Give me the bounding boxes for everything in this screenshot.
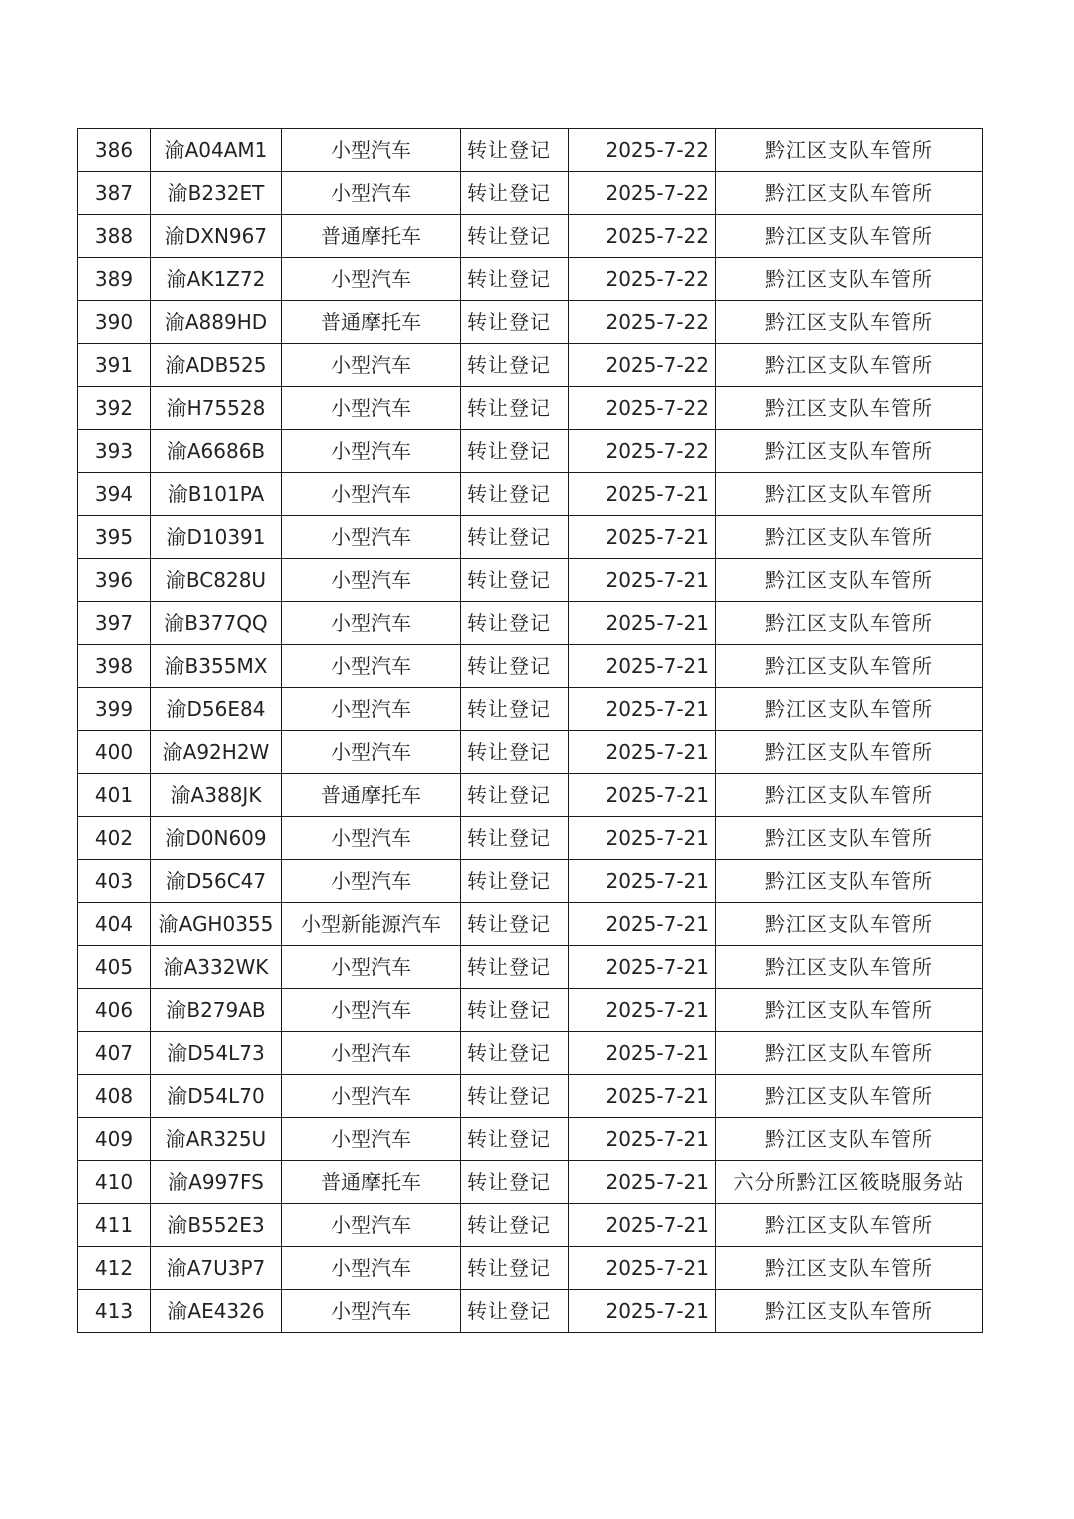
row-number-cell: 390 xyxy=(78,301,151,344)
vehicle-type-cell: 普通摩托车 xyxy=(282,215,461,258)
date-cell: 2025-7-22 xyxy=(569,172,716,215)
row-number-cell: 388 xyxy=(78,215,151,258)
row-number-cell: 386 xyxy=(78,129,151,172)
row-number-cell: 403 xyxy=(78,860,151,903)
vehicle-type-cell: 小型汽车 xyxy=(282,1118,461,1161)
table-row xyxy=(78,946,983,989)
row-number-cell: 405 xyxy=(78,946,151,989)
row-number-cell: 411 xyxy=(78,1204,151,1247)
row-number-cell: 396 xyxy=(78,559,151,602)
table-row xyxy=(78,1075,983,1118)
table-row xyxy=(78,172,983,215)
plate-number-cell: 渝A6686B xyxy=(151,430,282,473)
table-row xyxy=(78,817,983,860)
business-type-cell: 转让登记 xyxy=(461,989,569,1032)
vehicle-type-cell: 小型汽车 xyxy=(282,731,461,774)
business-type-cell: 转让登记 xyxy=(461,559,569,602)
date-cell: 2025-7-21 xyxy=(569,817,716,860)
vehicle-type-cell: 小型汽车 xyxy=(282,559,461,602)
business-type-cell: 转让登记 xyxy=(461,387,569,430)
office-cell: 黔江区支队车管所 xyxy=(716,516,983,559)
office-cell: 黔江区支队车管所 xyxy=(716,731,983,774)
business-type-cell: 转让登记 xyxy=(461,645,569,688)
vehicle-type-cell: 小型汽车 xyxy=(282,860,461,903)
business-type-cell: 转让登记 xyxy=(461,946,569,989)
plate-number-cell: 渝B279AB xyxy=(151,989,282,1032)
date-cell: 2025-7-22 xyxy=(569,387,716,430)
vehicle-type-cell: 小型汽车 xyxy=(282,473,461,516)
table-row xyxy=(78,301,983,344)
plate-number-cell: 渝A04AM1 xyxy=(151,129,282,172)
vehicle-type-cell: 小型汽车 xyxy=(282,129,461,172)
registration-table xyxy=(77,128,983,1333)
row-number-cell: 391 xyxy=(78,344,151,387)
row-number-cell: 394 xyxy=(78,473,151,516)
row-number-cell: 399 xyxy=(78,688,151,731)
business-type-cell: 转让登记 xyxy=(461,172,569,215)
table-row xyxy=(78,903,983,946)
plate-number-cell: 渝D56E84 xyxy=(151,688,282,731)
office-cell: 黔江区支队车管所 xyxy=(716,430,983,473)
business-type-cell: 转让登记 xyxy=(461,903,569,946)
table-row xyxy=(78,860,983,903)
business-type-cell: 转让登记 xyxy=(461,430,569,473)
vehicle-type-cell: 小型汽车 xyxy=(282,387,461,430)
row-number-cell: 389 xyxy=(78,258,151,301)
table-row xyxy=(78,516,983,559)
vehicle-type-cell: 小型汽车 xyxy=(282,1290,461,1333)
office-cell: 黔江区支队车管所 xyxy=(716,688,983,731)
plate-number-cell: 渝H75528 xyxy=(151,387,282,430)
table-row xyxy=(78,1290,983,1333)
row-number-cell: 392 xyxy=(78,387,151,430)
office-cell: 黔江区支队车管所 xyxy=(716,129,983,172)
table-row xyxy=(78,215,983,258)
office-cell: 黔江区支队车管所 xyxy=(716,473,983,516)
office-cell: 黔江区支队车管所 xyxy=(716,172,983,215)
table-row xyxy=(78,387,983,430)
plate-number-cell: 渝B377QQ xyxy=(151,602,282,645)
business-type-cell: 转让登记 xyxy=(461,1161,569,1204)
plate-number-cell: 渝B552E3 xyxy=(151,1204,282,1247)
business-type-cell: 转让登记 xyxy=(461,1290,569,1333)
date-cell: 2025-7-21 xyxy=(569,1118,716,1161)
office-cell: 黔江区支队车管所 xyxy=(716,301,983,344)
office-cell: 黔江区支队车管所 xyxy=(716,903,983,946)
vehicle-type-cell: 小型汽车 xyxy=(282,989,461,1032)
table-row xyxy=(78,602,983,645)
date-cell: 2025-7-22 xyxy=(569,215,716,258)
date-cell: 2025-7-21 xyxy=(569,1032,716,1075)
date-cell: 2025-7-22 xyxy=(569,301,716,344)
table-row xyxy=(78,1204,983,1247)
plate-number-cell: 渝AK1Z72 xyxy=(151,258,282,301)
date-cell: 2025-7-21 xyxy=(569,1247,716,1290)
office-cell: 黔江区支队车管所 xyxy=(716,989,983,1032)
date-cell: 2025-7-21 xyxy=(569,1161,716,1204)
office-cell: 黔江区支队车管所 xyxy=(716,1032,983,1075)
vehicle-type-cell: 小型汽车 xyxy=(282,946,461,989)
plate-number-cell: 渝AGH0355 xyxy=(151,903,282,946)
date-cell: 2025-7-22 xyxy=(569,430,716,473)
date-cell: 2025-7-21 xyxy=(569,774,716,817)
table-row xyxy=(78,731,983,774)
date-cell: 2025-7-22 xyxy=(569,258,716,301)
row-number-cell: 412 xyxy=(78,1247,151,1290)
plate-number-cell: 渝ADB525 xyxy=(151,344,282,387)
row-number-cell: 395 xyxy=(78,516,151,559)
office-cell: 六分所黔江区筱晓服务站 xyxy=(716,1161,983,1204)
plate-number-cell: 渝B355MX xyxy=(151,645,282,688)
table-body xyxy=(78,129,983,1333)
table-row xyxy=(78,1247,983,1290)
vehicle-type-cell: 小型汽车 xyxy=(282,817,461,860)
date-cell: 2025-7-21 xyxy=(569,1204,716,1247)
plate-number-cell: 渝AE4326 xyxy=(151,1290,282,1333)
business-type-cell: 转让登记 xyxy=(461,860,569,903)
row-number-cell: 409 xyxy=(78,1118,151,1161)
business-type-cell: 转让登记 xyxy=(461,688,569,731)
plate-number-cell: 渝AR325U xyxy=(151,1118,282,1161)
date-cell: 2025-7-21 xyxy=(569,1075,716,1118)
row-number-cell: 413 xyxy=(78,1290,151,1333)
row-number-cell: 387 xyxy=(78,172,151,215)
business-type-cell: 转让登记 xyxy=(461,516,569,559)
plate-number-cell: 渝A388JK xyxy=(151,774,282,817)
business-type-cell: 转让登记 xyxy=(461,1118,569,1161)
business-type-cell: 转让登记 xyxy=(461,1204,569,1247)
plate-number-cell: 渝DXN967 xyxy=(151,215,282,258)
office-cell: 黔江区支队车管所 xyxy=(716,946,983,989)
office-cell: 黔江区支队车管所 xyxy=(716,860,983,903)
row-number-cell: 406 xyxy=(78,989,151,1032)
row-number-cell: 398 xyxy=(78,645,151,688)
office-cell: 黔江区支队车管所 xyxy=(716,1247,983,1290)
plate-number-cell: 渝D0N609 xyxy=(151,817,282,860)
vehicle-type-cell: 小型汽车 xyxy=(282,602,461,645)
vehicle-type-cell: 小型汽车 xyxy=(282,1204,461,1247)
vehicle-type-cell: 普通摩托车 xyxy=(282,1161,461,1204)
row-number-cell: 400 xyxy=(78,731,151,774)
plate-number-cell: 渝A889HD xyxy=(151,301,282,344)
table-row xyxy=(78,1032,983,1075)
vehicle-type-cell: 小型汽车 xyxy=(282,1075,461,1118)
office-cell: 黔江区支队车管所 xyxy=(716,1118,983,1161)
row-number-cell: 404 xyxy=(78,903,151,946)
office-cell: 黔江区支队车管所 xyxy=(716,774,983,817)
business-type-cell: 转让登记 xyxy=(461,473,569,516)
office-cell: 黔江区支队车管所 xyxy=(716,258,983,301)
plate-number-cell: 渝B232ET xyxy=(151,172,282,215)
plate-number-cell: 渝D54L73 xyxy=(151,1032,282,1075)
business-type-cell: 转让登记 xyxy=(461,774,569,817)
business-type-cell: 转让登记 xyxy=(461,129,569,172)
date-cell: 2025-7-21 xyxy=(569,602,716,645)
vehicle-type-cell: 小型汽车 xyxy=(282,172,461,215)
plate-number-cell: 渝A997FS xyxy=(151,1161,282,1204)
date-cell: 2025-7-21 xyxy=(569,989,716,1032)
vehicle-type-cell: 普通摩托车 xyxy=(282,301,461,344)
business-type-cell: 转让登记 xyxy=(461,1075,569,1118)
business-type-cell: 转让登记 xyxy=(461,1032,569,1075)
row-number-cell: 410 xyxy=(78,1161,151,1204)
plate-number-cell: 渝B101PA xyxy=(151,473,282,516)
office-cell: 黔江区支队车管所 xyxy=(716,387,983,430)
row-number-cell: 402 xyxy=(78,817,151,860)
table-row xyxy=(78,129,983,172)
vehicle-type-cell: 小型汽车 xyxy=(282,1247,461,1290)
row-number-cell: 401 xyxy=(78,774,151,817)
table-row xyxy=(78,559,983,602)
office-cell: 黔江区支队车管所 xyxy=(716,645,983,688)
vehicle-type-cell: 小型汽车 xyxy=(282,516,461,559)
table-row xyxy=(78,1161,983,1204)
business-type-cell: 转让登记 xyxy=(461,301,569,344)
date-cell: 2025-7-21 xyxy=(569,645,716,688)
table-row xyxy=(78,473,983,516)
table-row xyxy=(78,989,983,1032)
table-row xyxy=(78,688,983,731)
date-cell: 2025-7-21 xyxy=(569,559,716,602)
plate-number-cell: 渝D10391 xyxy=(151,516,282,559)
vehicle-type-cell: 小型汽车 xyxy=(282,645,461,688)
plate-number-cell: 渝A7U3P7 xyxy=(151,1247,282,1290)
plate-number-cell: 渝D56C47 xyxy=(151,860,282,903)
vehicle-type-cell: 小型汽车 xyxy=(282,258,461,301)
row-number-cell: 407 xyxy=(78,1032,151,1075)
business-type-cell: 转让登记 xyxy=(461,215,569,258)
table-row xyxy=(78,774,983,817)
table-row xyxy=(78,645,983,688)
vehicle-type-cell: 小型汽车 xyxy=(282,430,461,473)
office-cell: 黔江区支队车管所 xyxy=(716,1204,983,1247)
office-cell: 黔江区支队车管所 xyxy=(716,1075,983,1118)
office-cell: 黔江区支队车管所 xyxy=(716,1290,983,1333)
business-type-cell: 转让登记 xyxy=(461,731,569,774)
plate-number-cell: 渝BC828U xyxy=(151,559,282,602)
row-number-cell: 393 xyxy=(78,430,151,473)
date-cell: 2025-7-21 xyxy=(569,516,716,559)
date-cell: 2025-7-21 xyxy=(569,473,716,516)
date-cell: 2025-7-21 xyxy=(569,731,716,774)
office-cell: 黔江区支队车管所 xyxy=(716,559,983,602)
office-cell: 黔江区支队车管所 xyxy=(716,602,983,645)
plate-number-cell: 渝A92H2W xyxy=(151,731,282,774)
office-cell: 黔江区支队车管所 xyxy=(716,344,983,387)
date-cell: 2025-7-22 xyxy=(569,129,716,172)
date-cell: 2025-7-22 xyxy=(569,344,716,387)
vehicle-type-cell: 小型汽车 xyxy=(282,688,461,731)
business-type-cell: 转让登记 xyxy=(461,817,569,860)
plate-number-cell: 渝D54L70 xyxy=(151,1075,282,1118)
date-cell: 2025-7-21 xyxy=(569,688,716,731)
business-type-cell: 转让登记 xyxy=(461,258,569,301)
business-type-cell: 转让登记 xyxy=(461,602,569,645)
date-cell: 2025-7-21 xyxy=(569,860,716,903)
vehicle-type-cell: 小型汽车 xyxy=(282,344,461,387)
office-cell: 黔江区支队车管所 xyxy=(716,817,983,860)
table-row xyxy=(78,1118,983,1161)
plate-number-cell: 渝A332WK xyxy=(151,946,282,989)
vehicle-type-cell: 普通摩托车 xyxy=(282,774,461,817)
office-cell: 黔江区支队车管所 xyxy=(716,215,983,258)
vehicle-type-cell: 小型汽车 xyxy=(282,1032,461,1075)
business-type-cell: 转让登记 xyxy=(461,344,569,387)
table-row xyxy=(78,344,983,387)
date-cell: 2025-7-21 xyxy=(569,1290,716,1333)
table-row xyxy=(78,258,983,301)
row-number-cell: 397 xyxy=(78,602,151,645)
business-type-cell: 转让登记 xyxy=(461,1247,569,1290)
row-number-cell: 408 xyxy=(78,1075,151,1118)
table-row xyxy=(78,430,983,473)
date-cell: 2025-7-21 xyxy=(569,946,716,989)
vehicle-type-cell: 小型新能源汽车 xyxy=(282,903,461,946)
date-cell: 2025-7-21 xyxy=(569,903,716,946)
